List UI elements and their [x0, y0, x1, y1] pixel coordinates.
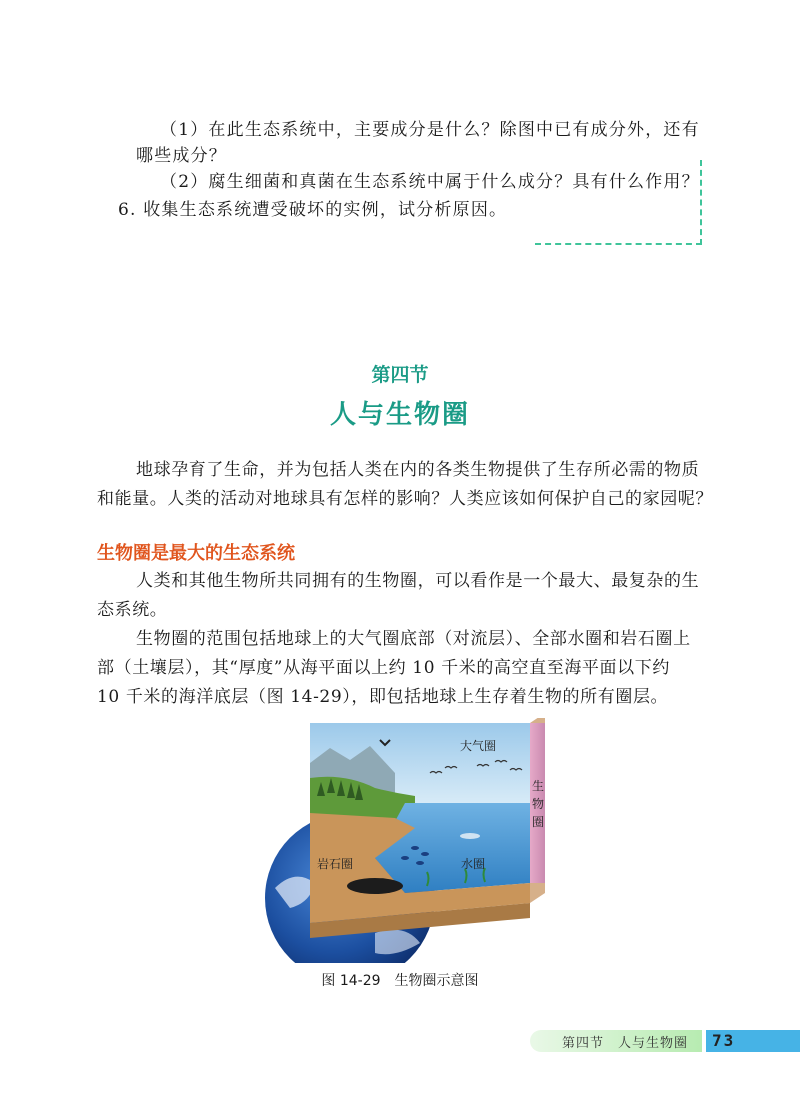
- hydrosphere-layer: [375, 803, 530, 893]
- label-biosphere-3: 圈: [532, 815, 545, 829]
- para1-line-2: 态系统。: [97, 600, 168, 620]
- label-biosphere-1: 生: [532, 779, 545, 793]
- para1-line-1: 人类和其他生物所共同拥有的生物圈，可以看作是一个最大、最复杂的生: [136, 571, 700, 591]
- label-hydrosphere: 水圈: [461, 857, 486, 871]
- section-number: 第四节: [371, 364, 429, 386]
- label-atmosphere: 大气圈: [460, 739, 497, 753]
- figure-caption: 图 14-29 生物圈示意图: [321, 973, 479, 989]
- biosphere-illustration: [255, 718, 555, 963]
- oil-deposit: [347, 878, 403, 894]
- para2-line-3: 10 千米的海洋底层（图 14-29），即包括地球上生存着生物的所有圈层。: [97, 687, 669, 707]
- section-title: 人与生物圈: [329, 400, 470, 430]
- intro-line-2: 和能量。人类的活动对地球具有怎样的影响？人类应该如何保护自己的家园呢？: [97, 489, 713, 509]
- footer-section-label: 第四节 人与生物圈: [562, 1036, 689, 1051]
- subsection-heading: 生物圈是最大的生态系统: [97, 543, 295, 564]
- exercise-q5-part1-line2: 哪些成分？: [136, 146, 227, 166]
- intro-line-1: 地球孕育了生命，并为包括人类在内的各类生物提供了生存所必需的物质: [136, 460, 700, 480]
- page-number: 73: [712, 1031, 736, 1050]
- exercise-frame-horizontal: [535, 243, 702, 245]
- para2-line-1: 生物圈的范围包括地球上的大气圈底部（对流层）、全部水圈和岩石圈上: [136, 629, 691, 649]
- biosphere-illustration-svg: [255, 718, 555, 963]
- exercise-frame-vertical: [700, 160, 702, 245]
- dolphin-icon: [460, 833, 480, 839]
- label-biosphere-2: 物: [532, 797, 545, 811]
- exercise-q6: 6. 收集生态系统遭受破坏的实例，试分析原因。: [118, 200, 508, 220]
- exercise-q5-part2: （2）腐生细菌和真菌在生态系统中属于什么成分？具有什么作用？: [160, 172, 700, 192]
- exercise-q5-part1-line1: （1）在此生态系统中，主要成分是什么？除图中已有成分外，还有: [160, 120, 700, 140]
- label-lithosphere: 岩石圈: [317, 857, 354, 871]
- para2-line-2: 部（土壤层），其“厚度”从海平面以上约 10 千米的高空直至海平面以下约: [97, 658, 670, 678]
